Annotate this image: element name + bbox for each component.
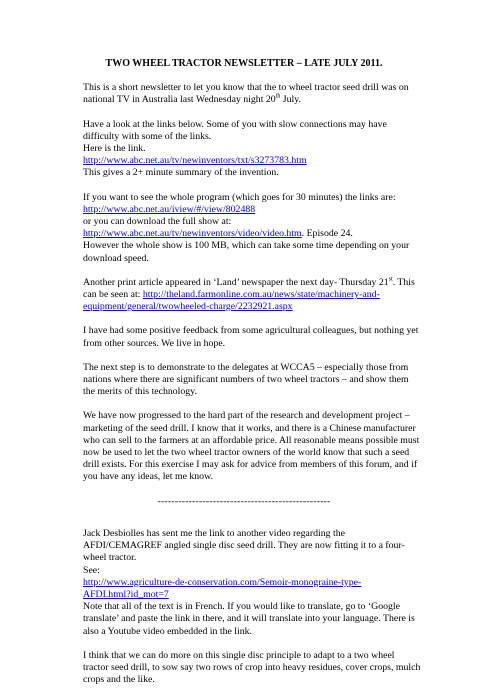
paragraph-tv-announcement	[83, 82, 409, 106]
text-fragment: Another print article appeared in ‘Land’ newspaper the next day- Thursday 21	[83, 276, 389, 288]
text-line: also a Youtube video embedded in the link.	[83, 625, 252, 637]
text-line: or you can download the full show at:	[83, 216, 232, 228]
link-line	[83, 155, 405, 167]
link-line	[83, 204, 405, 216]
text-line: nations where there are significant numbers of two wheel tractors – and show them	[83, 374, 409, 386]
abc-summary-link[interactable]: http://www.abc.net.au/tv/newinventors/txt/s3273783.htm	[83, 155, 307, 167]
text-line: you have any ideas, let me know.	[83, 471, 213, 483]
text-line: This is a short newsletter to let you know that the to wheel tractor seed drill was on	[83, 82, 409, 94]
superscript: st	[388, 276, 393, 283]
text-fragment: can be seen at:	[83, 289, 143, 301]
abc-iview-link[interactable]: http://www.abc.net.au/iview/#/view/802488	[83, 203, 256, 215]
text-line: Note that all of the text is in French. If you would like to translate, go to ‘Google	[83, 601, 400, 613]
newsletter-page	[83, 58, 421, 698]
text-line: See:	[83, 564, 100, 576]
spacer	[83, 518, 405, 528]
paragraph-print-article	[83, 276, 415, 314]
text-line: crops and the like.	[83, 674, 155, 686]
link-line	[83, 577, 405, 589]
text-line: Here is the link.	[83, 143, 146, 155]
section-divider: --------------------------------------------------	[157, 495, 331, 507]
newsletter-title: TWO WHEEL TRACTOR NEWSLETTER – LATE JULY 2011.	[105, 58, 383, 69]
text-line: AFDI/CEMAGREF angled single disc seed drill. They are now fitting it to a four-	[83, 540, 405, 552]
text-line: tractor seed drill, to sow say two rows of crop into heavy residues, cover crops, mulch	[83, 661, 421, 673]
link-line	[83, 228, 405, 240]
text-line: difficulty with some of the links.	[83, 130, 212, 142]
text-line: This gives a 2+ minute summary of the invention.	[83, 167, 279, 179]
paragraph-whole-program	[83, 191, 410, 265]
text-line	[83, 94, 405, 106]
text-line: drill exists. For this exercise I may ask for advice from members of this forum, and if	[83, 459, 418, 471]
agriculture-de-conservation-link[interactable]: http://www.agriculture-de-conservation.com/Semoir-monograine-type-	[83, 576, 362, 588]
paragraph-marketing	[83, 410, 420, 483]
text-line: marketing of the seed drill. I know that it works, and there is a Chinese manufacturer	[83, 422, 416, 434]
paragraph-next-step	[83, 361, 409, 399]
text-line: who can sell to the farmers at an affordable price. All reasonable means possible must	[83, 434, 420, 446]
the-land-article-link[interactable]: http://theland.farmonline.com.au/news/state/machinery-and-	[142, 289, 380, 301]
text-line: However the whole show is 100 MB, which can take some time depending on your	[83, 240, 410, 252]
text-line: I think that we can do more on this single disc principle to adapt to a two wheel	[83, 649, 395, 661]
the-land-article-link-continued[interactable]: equipment/general/twowheeled-charge/2232921.aspx	[83, 301, 293, 313]
paragraph-feedback	[83, 325, 419, 349]
text-line: We have now progressed to the hard part of the research and development project –	[83, 410, 410, 422]
text-line: Jack Desbiolles has sent me the link to another video regarding the	[83, 527, 345, 539]
text-fragment: . Episode 24.	[301, 228, 353, 240]
paragraph-single-disc	[83, 649, 421, 687]
paragraph-afdi-video	[83, 527, 415, 638]
link-line	[83, 301, 405, 313]
text-line: Have a look at the links below. Some of you with slow connections may have	[83, 118, 387, 130]
text-line: translate’ and paste the link in there, and it will translate into your language. There is	[83, 613, 415, 625]
text-line: I have had some positive feedback from some agricultural colleagues, but nothing yet	[83, 325, 419, 337]
link-line	[83, 289, 405, 301]
text-line: download speed.	[83, 252, 149, 264]
paragraph-links-intro	[83, 119, 405, 180]
abc-video-download-link[interactable]: http://www.abc.net.au/tv/newinventors/video/video.htm	[83, 228, 302, 240]
text-line: the merits of this technology.	[83, 386, 197, 398]
text-line: If you want to see the whole program (which goes for 30 minutes) the links are:	[83, 191, 396, 203]
text-fragment: July.	[280, 94, 301, 106]
text-line: from other sources. We live in hope.	[83, 337, 226, 349]
superscript: th	[275, 94, 281, 101]
link-line	[83, 589, 405, 601]
text-line	[83, 276, 415, 289]
text-line: now be used to let the two wheel tractor owners of the world know that such a seed	[83, 447, 410, 459]
text-line: wheel tractor.	[83, 552, 137, 564]
agriculture-de-conservation-link-continued[interactable]: AFDI.html?id_mot=7	[83, 588, 169, 600]
text-fragment: . This	[392, 276, 415, 288]
text-line: The next step is to demonstrate to the delegates at WCCA5 – especially those from	[83, 361, 409, 373]
text-fragment: national TV in Australia last Wednesday night 20	[83, 94, 276, 106]
